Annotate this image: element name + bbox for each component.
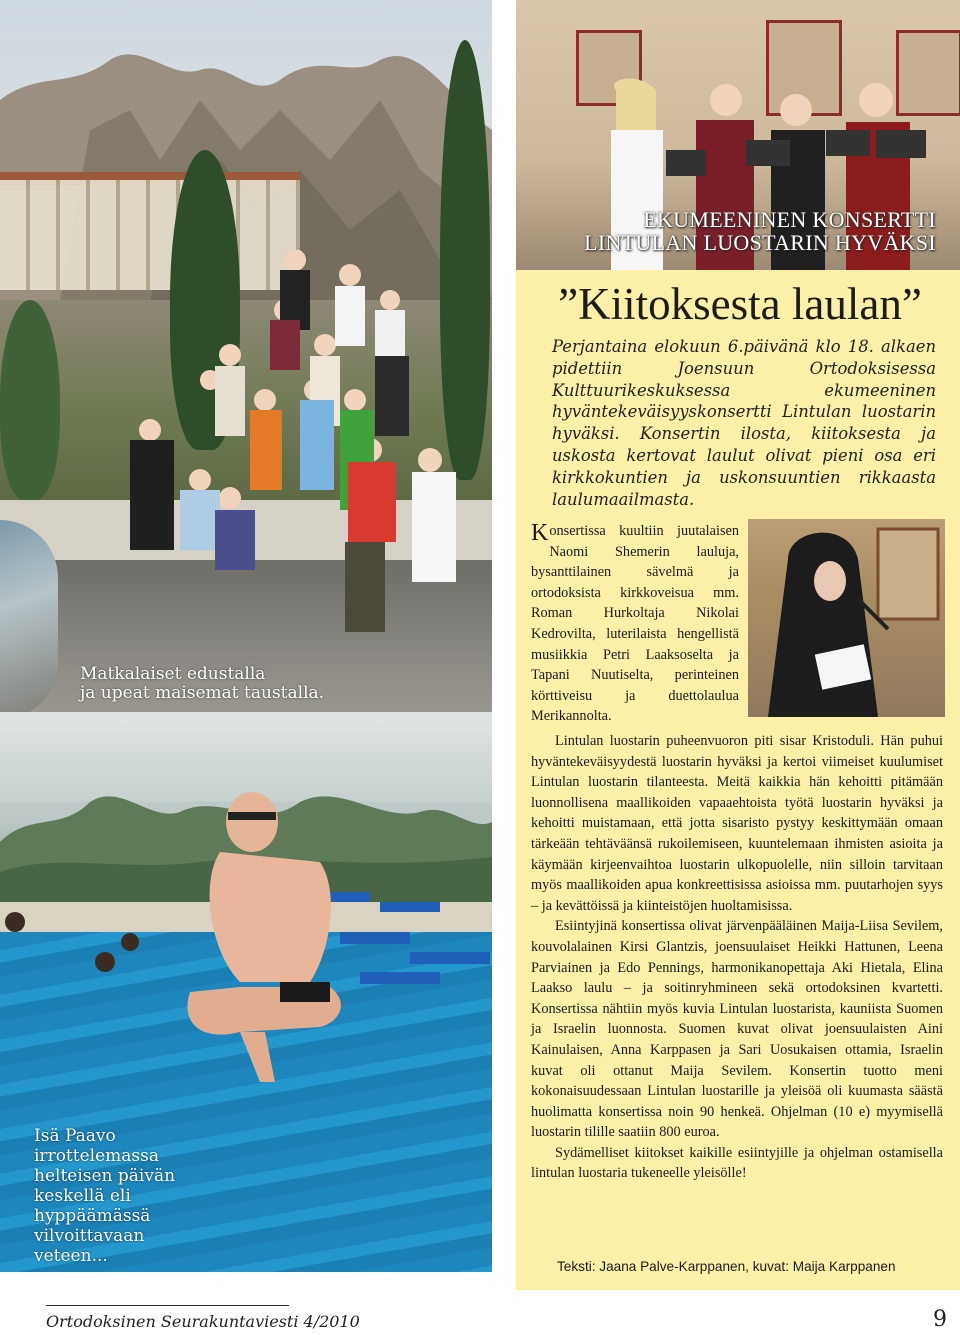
group-photo-caption-line1: Matkalaiset edustalla — [80, 664, 266, 684]
pool-caption-line: hyppäämässä — [34, 1206, 151, 1226]
travel-group — [90, 250, 480, 650]
article-paragraph-3: Esiintyjinä konsertissa olivat järvenpääläinen Maija-Liisa Sevilem, kouvolalainen Kirsi Glantzis, joensuulaiset Heikki Hattunen, Leena Parviainen ja Edo Pennings, harmonikanopettaja Aki Hietala, Elina Laakso laulu – ja soitinryhmineen sekä ortodoksinen kvartetti. Konsertissa nähtiin myös kuvia Lintulan luostarista, kauniista Suomen ja Israelin luonnosta. Suomen kuvat olivat joensuulaisten Aini Kainulaisen, Anna Karppasen ja Sari Uosukaisen ottamia, Israelin kuvat oli ottanut Maija Sevilem. Konsertin tuotto meni kokonaisuudessaan Lintulan luostarille ja yleisöä oli kuumasta säästä huolimatta konsertissa noin 90 henkeä. Ohjelman (10 e) myymisellä luostarin tilille saatiin 800 euroa. — [531, 918, 943, 1141]
pool-caption-line: veteen... — [34, 1246, 108, 1266]
pool-caption-line: keskellä eli — [34, 1186, 131, 1206]
drop-cap: K — [531, 520, 549, 546]
article-paragraph-2: Lintulan luostarin puheenvuoron piti sisar Kristoduli. Hän puhui hyväntekeväisyydestä luostarin hyväksi ja kertoi viimeiset kuulumiset Lintulan luostarin tilanteesta. Meitä kaikkia hän kehoitti pitämään luonnollisena maallikoiden vapaaehtoista työtä luostarin hyväksi ja kehoitti muistamaan, että jotta sisaristo pystyy keskittymään omaan tärkeään tehtäväänsä rukoilemiseen, kuuntelemaan ihmisten asioita ja käymään kirjeenvaihtoa luostarin ulkopuolelle, niin silloin tarvitaan myös maallikoiden apua konkreettisissa asioissa mm. puutarhojen syys – ja kevättöissä ja kiinteistöjen huoltamisissa. — [531, 733, 943, 914]
pool-caption-line: vilvoittavaan — [34, 1226, 145, 1246]
page-number: 9 — [933, 1307, 947, 1332]
bicycle-photo-edge — [0, 520, 58, 720]
footer-rule — [46, 1305, 289, 1306]
pool-caption-line: helteisen päivän — [34, 1166, 176, 1186]
paragraph-1-text: onsertissa kuultiin juutalaisen Naomi Shemerin lauluja, bysanttilainen sävelmä ja ortodoksista kirkkoveisua mm. Roman Hurkoltaja Nikolai Kedrovilta, luterilaista hengellistä musiikkia Petri Laaksoselta ja Tapani Nuutiselta, perinteinen körttiveisu ja duettolaulua Merikannolta. — [531, 523, 739, 725]
group-photo — [0, 0, 492, 712]
pool-photo — [0, 712, 492, 1272]
article-body — [531, 731, 943, 1184]
shrub — [0, 300, 60, 500]
kicker-line2: LINTULAN LUOSTARIN HYVÄKSI — [584, 230, 936, 255]
nun-speaking — [748, 519, 945, 717]
pool-caption-line: irrottelemassa — [34, 1146, 159, 1166]
article-paragraph-4: Sydämelliset kiitokset kaikille esiintyjille ja ohjelman ostamisella lintulan luostaria tukeneelle yleisölle! — [531, 1144, 943, 1182]
article-headline: ”Kiitoksesta laulan” — [558, 279, 922, 329]
kicker-line1: EKUMEENINEN KONSERTTI — [643, 207, 936, 232]
article-lead: Perjantaina elokuun 6.päivänä klo 18. alkaen pidettiin Joensuun Ortodoksisessa Kulttuurikeskuksessa ekumeeninen hyväntekeväisyyskonsertti Lintulan luostarin hyväksi. Konsertin ilosta, kiitoksesta ja uskosta kertovat laulut olivat pieni osa eri kirkkokuntien ja uskonsuuntien rikkaasta laulumaailmasta. — [552, 337, 936, 509]
publication-name: Ortodoksinen Seurakuntaviesti 4/2010 — [46, 1312, 360, 1331]
article-paragraph-1 — [531, 521, 739, 727]
swimmers — [0, 902, 160, 1012]
article-credit: Teksti: Jaana Palve-Karppanen, kuvat: Maija Karppanen — [557, 1259, 896, 1274]
diving-man — [180, 782, 360, 1102]
pool-caption-line: Isä Paavo — [34, 1126, 116, 1146]
group-photo-caption-line2: ja upeat maisemat taustalla. — [80, 683, 325, 703]
nun-photo — [748, 519, 945, 717]
